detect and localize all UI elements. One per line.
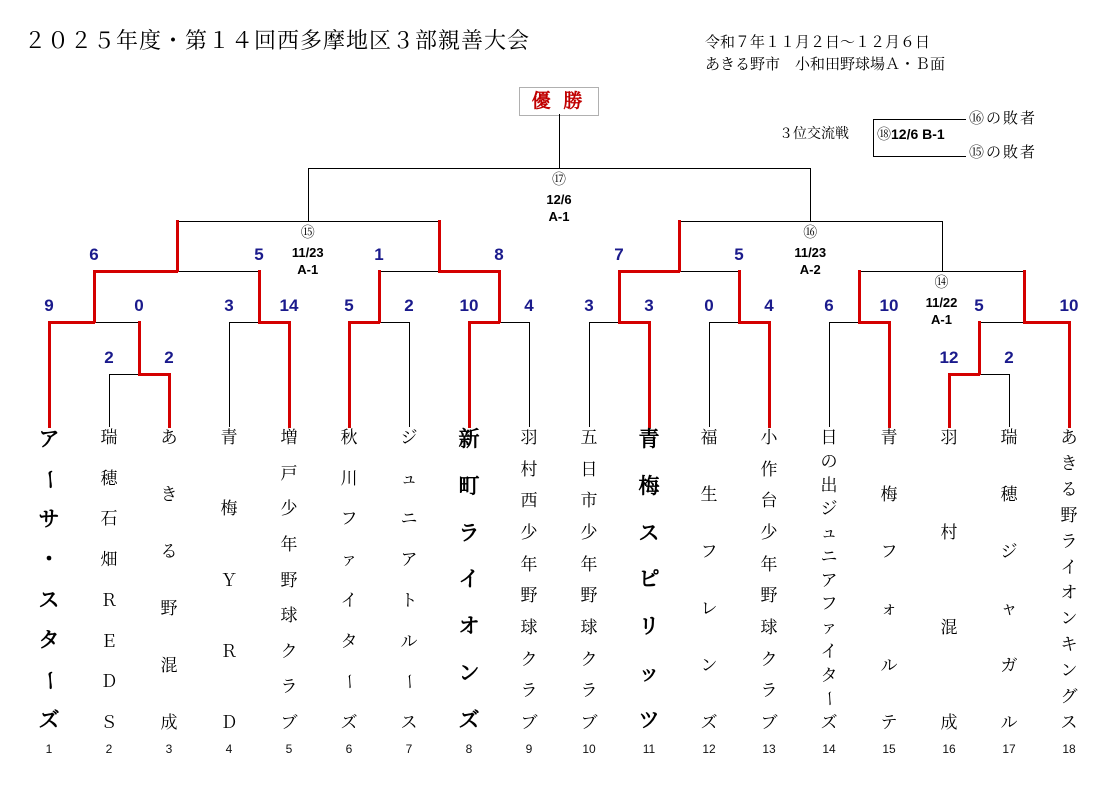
team-name-char: フ: [700, 542, 718, 561]
team-name-char: き: [160, 485, 178, 504]
advance-line: [438, 220, 441, 272]
match-number: ⑭: [934, 274, 949, 290]
team-name-char: 台: [760, 491, 778, 511]
team-name-char: ク: [280, 641, 298, 661]
bracket-line: [679, 221, 810, 222]
third-place-label: ３位交流戦: [779, 125, 849, 141]
advance-line: [738, 321, 770, 324]
match-score-right: 8: [494, 245, 504, 264]
team-name: [815, 429, 843, 731]
match-court: A-1: [297, 262, 319, 277]
advance-line: [176, 220, 179, 272]
team-name-char: 少: [280, 499, 298, 519]
team-name-char: 少: [760, 522, 778, 542]
third-place-bottom-source: ⑮の敗者: [969, 144, 1038, 161]
team-name-char: ス: [400, 712, 418, 732]
team-seed-number: 4: [225, 742, 233, 756]
team-name-char: 野: [760, 586, 778, 606]
bracket-line: [109, 374, 139, 375]
advance-line: [618, 321, 650, 324]
team-name-char: 成: [940, 713, 958, 732]
team-name-char: ー: [37, 669, 61, 691]
team-name-char: 日: [820, 428, 838, 447]
match-score-left: 6: [89, 245, 99, 264]
advance-line: [258, 321, 290, 324]
team-name: [275, 429, 303, 731]
bracket-line: [679, 271, 739, 272]
team-name-char: 梅: [880, 485, 898, 504]
team-name-char: ラ: [280, 677, 298, 697]
team-name-char: ア: [38, 428, 60, 451]
bracket-line: [229, 322, 230, 427]
bracket-line: [709, 322, 710, 427]
team-name-char: ル: [880, 656, 898, 675]
match-date: 11/23: [291, 245, 324, 260]
team-name-char: 生: [700, 485, 718, 504]
team-name-char: あ: [160, 428, 178, 447]
third-place-match-number: ⑱: [877, 126, 891, 142]
team-name-char: ン: [700, 656, 718, 675]
page-title: ２０２５年度・第１４回西多摩地区３部親善大会: [24, 28, 531, 53]
bracket-line: [1009, 374, 1010, 427]
match-score-right: 5: [254, 245, 264, 264]
team-name-char: 野: [1060, 505, 1078, 525]
match-score-left: 0: [704, 296, 714, 315]
team-name-char: 野: [280, 570, 298, 590]
team-name-char: ラ: [458, 521, 480, 545]
team-seed-number: 12: [702, 742, 716, 756]
bracket-line: [810, 221, 941, 222]
team-name-char: る: [1060, 479, 1078, 499]
team-name: [1055, 429, 1083, 731]
match-score-left: 1: [374, 245, 384, 264]
advance-line: [168, 373, 171, 428]
team-name-char: 少: [580, 522, 598, 542]
champion-box: 優 勝: [519, 87, 599, 116]
team-name-char: イ: [820, 641, 838, 661]
team-name-char: 新: [458, 428, 480, 451]
team-name-char: Ｄ: [220, 713, 238, 732]
team-name-char: レ: [700, 599, 718, 618]
bracket-line: [379, 322, 409, 323]
bracket-line: [308, 168, 559, 169]
third-place-match-info: [877, 124, 945, 144]
advance-line: [258, 270, 261, 323]
team-name-char: 青: [638, 428, 660, 451]
team-name-char: Ｒ: [100, 590, 118, 610]
team-name-char: 年: [520, 554, 538, 574]
team-name-char: 梅: [638, 474, 660, 498]
advance-line: [948, 373, 980, 376]
bracket-line: [810, 168, 811, 221]
team-name-char: ズ: [340, 712, 358, 732]
team-name-char: ブ: [280, 713, 298, 732]
team-name-char: 瑞: [100, 428, 118, 447]
advance-line: [138, 321, 141, 375]
team-name-char: ュ: [400, 468, 418, 488]
team-name: [755, 429, 783, 731]
match-date: 12/6: [546, 192, 572, 207]
team-name-char: ァ: [820, 618, 838, 637]
team-name-char: イ: [1060, 557, 1078, 577]
team-name-char: 球: [280, 606, 298, 626]
team-name-char: 青: [880, 428, 898, 447]
advance-line: [93, 270, 178, 273]
team-name-char: ブ: [760, 712, 778, 732]
advance-line: [48, 321, 51, 428]
team-name-char: ジ: [1000, 542, 1018, 561]
match-score-right: 2: [404, 296, 414, 315]
advance-line: [978, 321, 981, 375]
bracket-line: [177, 271, 260, 272]
team-name-char: 梅: [220, 499, 238, 519]
advance-line: [48, 321, 95, 324]
team-name-char: ア: [400, 550, 418, 570]
team-name: [335, 429, 363, 731]
team-name-char: フ: [880, 542, 898, 561]
team-name-char: 戸: [280, 463, 298, 483]
match-score-right: 4: [764, 296, 774, 315]
bracket-line: [589, 322, 619, 323]
match-score-right: 0: [134, 296, 144, 315]
match-score-left: 6: [824, 296, 834, 315]
match-number: ⑰: [552, 171, 566, 187]
bracket-line: [177, 221, 308, 222]
team-name-char: 野: [580, 586, 598, 606]
team-name-char: ラ: [580, 681, 598, 701]
team-name-char: キ: [1060, 635, 1078, 655]
team-name-char: ジ: [820, 499, 838, 519]
team-name-char: ツ: [638, 708, 660, 732]
match-score-right: 4: [524, 296, 534, 315]
team-name: [515, 429, 543, 731]
advance-line: [948, 373, 951, 428]
team-name-char: 西: [520, 491, 538, 511]
team-name-char: の: [820, 451, 838, 471]
advance-line: [438, 270, 500, 273]
team-name: [35, 429, 63, 731]
team-name-char: 畑: [100, 550, 118, 570]
team-name-char: Ｄ: [100, 672, 118, 692]
team-name-char: 球: [520, 617, 538, 637]
team-name-char: 五: [580, 428, 598, 447]
team-name: [695, 429, 723, 731]
match-score-left: 3: [224, 296, 234, 315]
bracket-line: [308, 221, 439, 222]
team-name-char: 石: [100, 509, 118, 529]
team-name-char: ッ: [638, 662, 660, 686]
team-seed-number: 10: [582, 742, 596, 756]
team-name: [215, 429, 243, 731]
team-name: [995, 429, 1023, 731]
team-name-char: ァ: [340, 550, 358, 570]
match-score-right: 10: [1059, 296, 1079, 315]
team-name-char: リ: [638, 615, 660, 639]
team-seed-number: 15: [882, 742, 896, 756]
team-name-char: 福: [700, 428, 718, 447]
team-name-char: 混: [160, 656, 178, 675]
advance-line: [618, 270, 621, 323]
team-name-char: 出: [820, 475, 838, 495]
event-date-range: 令和７年１１月２日～１２月６日: [705, 35, 931, 51]
team-name-char: 成: [160, 713, 178, 732]
team-name-char: 市: [580, 491, 598, 511]
team-name-char: ュ: [820, 523, 838, 542]
match-date: 11/22: [925, 295, 958, 310]
team-name: [875, 429, 903, 731]
team-name-char: タ: [38, 628, 60, 652]
advance-line: [1023, 270, 1026, 323]
team-name-char: ル: [1000, 713, 1018, 732]
team-name-char: 野: [520, 586, 538, 606]
advance-line: [348, 321, 380, 324]
bracket-line: [829, 322, 859, 323]
bracket-line: [979, 374, 1009, 375]
team-name-char: ン: [1060, 609, 1078, 629]
team-name-char: グ: [1060, 687, 1078, 707]
bracket-line: [709, 322, 739, 323]
team-name-char: ォ: [880, 599, 898, 618]
team-name-char: ズ: [700, 713, 718, 732]
advance-line: [648, 321, 651, 428]
team-seed-number: 11: [642, 742, 656, 756]
team-seed-number: 1: [45, 742, 53, 756]
match-score-left: 12: [939, 348, 959, 367]
event-venue: あきる野市 小和田野球場Ａ・Ｂ面: [705, 57, 946, 73]
team-name-char: ブ: [520, 712, 538, 732]
team-name-char: ー: [819, 690, 839, 708]
team-name-char: 川: [340, 468, 358, 488]
bracket-line: [229, 322, 259, 323]
team-name-char: イ: [340, 590, 358, 610]
team-seed-number: 3: [165, 742, 173, 756]
team-name-char: る: [160, 542, 178, 561]
team-name-char: ジ: [400, 428, 418, 447]
team-name-char: Ｙ: [220, 570, 238, 590]
advance-line: [138, 373, 170, 376]
match-date: 11/23: [794, 245, 827, 260]
team-name: [155, 429, 183, 731]
team-name-char: 球: [580, 617, 598, 637]
match-score-left: 3: [584, 296, 594, 315]
team-seed-number: 2: [105, 742, 113, 756]
team-name-char: Ｒ: [220, 641, 238, 661]
team-name-char: ト: [400, 590, 418, 610]
advance-line: [1023, 321, 1070, 324]
team-name-char: ス: [38, 588, 60, 612]
team-name-char: 町: [458, 474, 480, 498]
match-score-right: 2: [1004, 348, 1014, 367]
team-name-char: 青: [220, 428, 238, 447]
team-name-char: ー: [37, 469, 61, 491]
bracket-line: [499, 322, 529, 323]
team-name: [395, 429, 423, 731]
team-name-char: 村: [520, 459, 538, 479]
advance-line: [378, 270, 381, 323]
team-name-char: ク: [580, 649, 598, 669]
team-name-char: 年: [280, 534, 298, 554]
team-name: [575, 429, 603, 731]
team-name-char: ル: [400, 631, 418, 651]
team-name-char: サ: [38, 508, 60, 532]
bracket-line: [109, 374, 110, 427]
advance-line: [618, 270, 680, 273]
match-court: A-2: [799, 262, 821, 277]
team-name-char: あ: [1060, 428, 1078, 447]
team-seed-number: 16: [942, 742, 956, 756]
match-score-right: 14: [279, 296, 299, 315]
team-name-char: 瑞: [1000, 428, 1018, 447]
team-name-char: ン: [458, 662, 480, 686]
advance-line: [498, 270, 501, 323]
bracket-line: [942, 271, 1025, 272]
team-name-char: 羽: [520, 428, 538, 447]
team-seed-number: 6: [345, 742, 353, 756]
advance-line: [288, 321, 291, 428]
team-name-char: タ: [340, 631, 358, 651]
match-score-left: 2: [104, 348, 114, 367]
bracket-line: [379, 271, 439, 272]
team-name: [935, 429, 963, 731]
team-name-char: ク: [760, 649, 778, 669]
team-seed-number: 17: [1002, 742, 1016, 756]
match-score-left: 5: [344, 296, 354, 315]
team-seed-number: 8: [465, 742, 473, 756]
bracket-line: [308, 168, 309, 221]
team-name-char: 球: [760, 617, 778, 637]
team-name-char: 秋: [340, 428, 358, 447]
team-name-char: 穂: [1000, 485, 1018, 504]
match-number: ⑯: [803, 224, 818, 240]
team-name-char: フ: [820, 594, 838, 614]
match-score-left: 5: [974, 296, 984, 315]
team-name-char: タ: [820, 665, 838, 685]
team-seed-number: 13: [762, 742, 776, 756]
team-name-char: ラ: [760, 681, 778, 701]
team-name-char: 混: [940, 618, 958, 637]
team-seed-number: 9: [525, 742, 533, 756]
match-score-left: 7: [614, 245, 624, 264]
team-name-char: 日: [580, 459, 598, 479]
team-name-char: ス: [1060, 712, 1078, 732]
team-name-char: ラ: [1060, 531, 1078, 551]
team-name-char: き: [1060, 453, 1078, 473]
bracket-line: [942, 221, 943, 271]
match-score-left: 10: [459, 296, 479, 315]
team-name-char: ク: [520, 649, 538, 669]
bracket-line: [409, 322, 410, 427]
team-name-char: オ: [458, 615, 480, 639]
team-name-char: ・: [38, 548, 60, 572]
team-name-char: ー: [339, 673, 359, 691]
team-name: [95, 429, 123, 731]
match-score-left: 9: [44, 296, 54, 315]
advance-line: [1068, 321, 1071, 428]
third-place-top-source: ⑯の敗者: [969, 110, 1038, 127]
team-name-char: ャ: [1000, 599, 1018, 618]
advance-line: [888, 321, 891, 428]
advance-line: [768, 321, 771, 428]
team-seed-number: 5: [285, 742, 293, 756]
team-name-char: 村: [940, 523, 958, 542]
team-name-char: 年: [760, 554, 778, 574]
advance-line: [678, 220, 681, 272]
bracket-line: [559, 168, 810, 169]
match-court: A-1: [548, 209, 570, 224]
team-name-char: 増: [280, 428, 298, 447]
team-name-char: ー: [399, 673, 419, 691]
team-name-char: ブ: [580, 712, 598, 732]
team-name-char: ン: [1060, 661, 1078, 681]
team-name-char: 羽: [940, 428, 958, 447]
third-place-schedule: 12/6 B-1: [891, 126, 945, 142]
team-seed-number: 14: [822, 742, 836, 756]
team-name-char: ニ: [400, 509, 418, 529]
team-name-char: 少: [520, 522, 538, 542]
team-name-char: ラ: [520, 681, 538, 701]
match-number: ⑮: [300, 224, 315, 240]
bracket-line: [589, 322, 590, 427]
team-name-char: ガ: [1000, 656, 1018, 675]
team-name-char: Ｓ: [100, 712, 118, 732]
advance-line: [858, 270, 861, 323]
match-court: A-1: [931, 312, 952, 327]
team-name-char: ア: [820, 570, 838, 590]
team-name: [635, 429, 663, 731]
match-score-right: 2: [164, 348, 174, 367]
bracket-line: [559, 114, 560, 168]
match-score-right: 10: [879, 296, 899, 315]
team-name-char: 穂: [100, 468, 118, 488]
team-name-char: フ: [340, 509, 358, 529]
team-seed-number: 18: [1062, 742, 1076, 756]
advance-line: [858, 321, 890, 324]
bracket-line: [94, 322, 139, 323]
advance-line: [468, 321, 471, 428]
advance-line: [348, 321, 351, 428]
team-name-char: 野: [160, 599, 178, 618]
team-name-char: オ: [1060, 583, 1078, 603]
match-score-right: 5: [734, 245, 744, 264]
team-name-char: ピ: [638, 568, 660, 592]
team-name-char: ス: [638, 521, 660, 545]
team-name-char: 年: [580, 554, 598, 574]
bracket-line: [979, 322, 1024, 323]
team-name-char: テ: [880, 713, 898, 732]
team-name-char: 作: [760, 459, 778, 479]
bracket-line: [859, 271, 942, 272]
advance-line: [468, 321, 500, 324]
bracket-line: [829, 322, 830, 427]
team-name-char: ズ: [458, 708, 480, 732]
match-score-right: 3: [644, 296, 654, 315]
team-name-char: Ｅ: [100, 631, 118, 651]
team-name-char: イ: [458, 568, 480, 592]
team-name-char: ズ: [820, 713, 838, 732]
team-name: [455, 429, 483, 731]
advance-line: [93, 270, 96, 323]
team-name-char: ズ: [38, 708, 60, 732]
team-seed-number: 7: [405, 742, 413, 756]
advance-line: [738, 270, 741, 323]
team-name-char: ニ: [820, 546, 838, 566]
team-name-char: 小: [760, 428, 778, 447]
bracket-line: [529, 322, 530, 427]
